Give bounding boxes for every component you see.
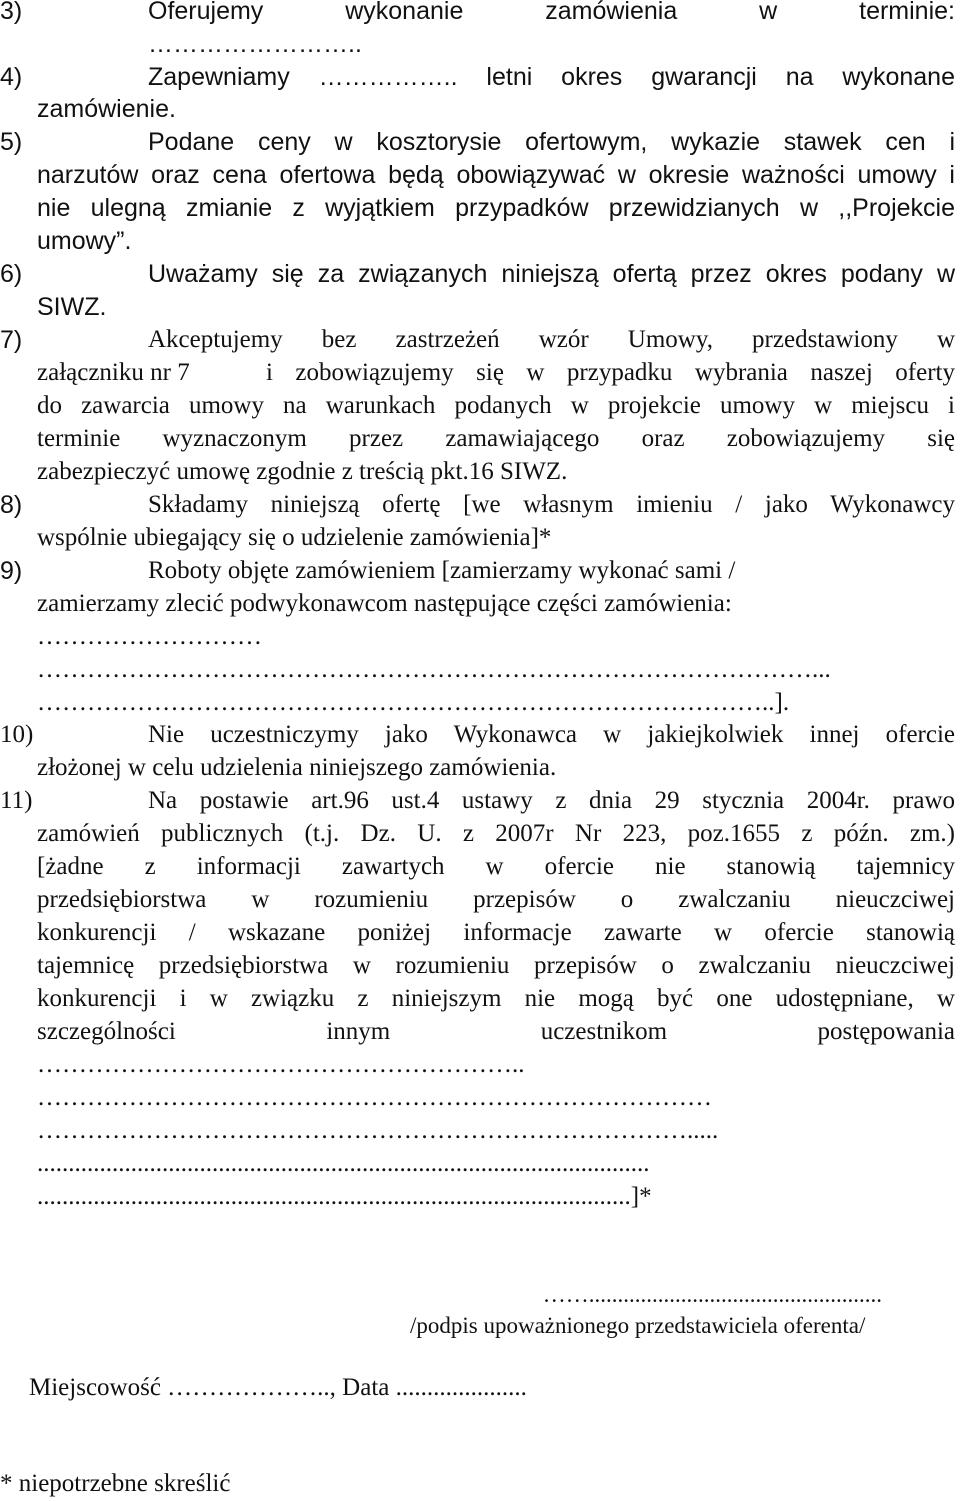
item-3-text: Oferujemy wykonanie zamówienia w terminie:: [148, 0, 955, 25]
item-3: [0, 0, 955, 26]
item-4: [0, 62, 955, 92]
item-10-number: 10): [0, 721, 34, 748]
item-11-line-7: konkurencji i w związku z niniejszym nie mogą być one udostępniane, w: [37, 985, 955, 1012]
item-10-line-1: Nie uczestniczymy jako Wykonawca w jakiejkolwiek innej ofercie: [148, 721, 955, 748]
item-8-number: 8): [0, 491, 23, 519]
item-7-number: 7): [0, 326, 23, 354]
item-11-number: 11): [0, 787, 33, 814]
item-8-line-2: wspólnie ubiegający się o udzielenie zamówienia]*: [37, 524, 552, 551]
item-4-number: 4): [0, 63, 23, 91]
item-5-number: 5): [0, 128, 23, 156]
item-10: [0, 720, 955, 750]
signature-dots: ……...................................................: [542, 1282, 882, 1307]
item-11-line-3: [żadne z informacji zawartych w ofercie nie stanowią tajemnicy: [37, 853, 955, 880]
item-7-line-2a: załączniku nr 7: [37, 359, 190, 386]
item-8: [0, 490, 955, 520]
item-5-line-4: umowy”.: [37, 227, 132, 255]
item-11-line-4: przedsiębiorstwa w rozumieniu przepisów o zwalczaniu nieuczciwej: [37, 886, 955, 913]
item-3-number: 3): [0, 0, 23, 25]
item-9: [0, 556, 955, 586]
item-11-dots-3: …………………………………………………………………….....: [37, 1117, 719, 1144]
item-11-dots-2: ………………………………………………………………………: [37, 1084, 712, 1111]
item-11-line-1: Na postawie art.96 ust.4 ustawy z dnia 29 stycznia 2004r. prawo: [148, 787, 955, 814]
footnote: * niepotrzebne skreślić: [0, 1470, 231, 1497]
item-5: [0, 127, 955, 157]
item-9-dots-2: …………………………………………………………………………………...: [37, 656, 831, 683]
item-4-text: Zapewniamy …………….. letni okres gwarancji na wykonane: [148, 63, 955, 91]
item-5-line-3: nie ulegną zmianie z wyjątkiem przypadków przewidzianych w ,,Projekcie: [37, 194, 955, 222]
item-9-dots-1: ………………………: [37, 623, 262, 650]
item-11: [0, 786, 955, 816]
item-7-line-2b: i zobowiązujemy się w przypadku wybrania naszej oferty: [266, 359, 955, 386]
item-9-number: 9): [0, 557, 23, 585]
item-10-line-2: złożonej w celu udzielenia niniejszego zamówienia.: [37, 754, 557, 781]
item-9-line-2: zamierzamy zlecić podwykonawcom następujące części zamówienia:: [37, 590, 732, 617]
item-7: [0, 325, 955, 355]
item-11-dots-1: …………………………………………………..: [37, 1051, 525, 1078]
item-7-line-5: zabezpieczyć umowę zgodnie z treścią pkt.16 SIWZ.: [37, 458, 568, 485]
signature-caption: /podpis upoważnionego przedstawiciela oferenta/: [410, 1313, 866, 1338]
item-6-line-1: Uważamy się za związanych niniejszą ofertą przez okres podany w: [148, 260, 955, 288]
item-7-line-3: do zawarcia umowy na warunkach podanych w projekcie umowy w miejscu i: [37, 392, 955, 419]
item-9-dots-3: ……………………………………………………………………………..].: [37, 689, 790, 716]
item-11-dots-4: ..................................................................................................: [37, 1150, 650, 1177]
item-6-number: 6): [0, 260, 23, 288]
item-11-line-2: zamówień publicznych (t.j. Dz. U. z 2007r Nr 223, poz.1655 z późn. zm.): [37, 820, 955, 847]
item-4-line-2: zamówienie.: [37, 95, 176, 123]
item-9-line-1: Roboty objęte zamówieniem [zamierzamy wykonać sami /: [148, 557, 736, 584]
place-date-line: Miejscowość ……………….., Data .....................: [29, 1374, 527, 1401]
item-11-line-8: szczególności innym uczestnikom postępowania: [37, 1018, 955, 1045]
item-11-line-5: konkurencji / wskazane poniżej informacje zawarte w ofercie stanowią: [37, 919, 955, 946]
item-6-line-2: SIWZ.: [37, 293, 107, 321]
item-6: [0, 259, 955, 289]
item-11-line-6: tajemnicę przedsiębiorstwa w rozumieniu przepisów o zwalczaniu nieuczciwej: [37, 952, 955, 979]
item-3-term-dots: ……………………..: [148, 30, 362, 58]
item-7-line-4: terminie wyznaczonym przez zamawiającego oraz zobowiązujemy się: [37, 425, 955, 452]
item-5-line-1: Podane ceny w kosztorysie ofertowym, wykazie stawek cen i: [148, 128, 955, 156]
item-5-line-2: narzutów oraz cena ofertowa będą obowiązywać w okresie ważności umowy i: [37, 161, 955, 189]
item-7-line-1: Akceptujemy bez zastrzeżeń wzór Umowy, przedstawiony w: [148, 326, 955, 353]
item-8-line-1: Składamy niniejszą ofertę [we własnym imieniu / jako Wykonawcy: [148, 491, 955, 518]
item-11-dots-5: ...............................................................................................]*: [37, 1183, 652, 1210]
